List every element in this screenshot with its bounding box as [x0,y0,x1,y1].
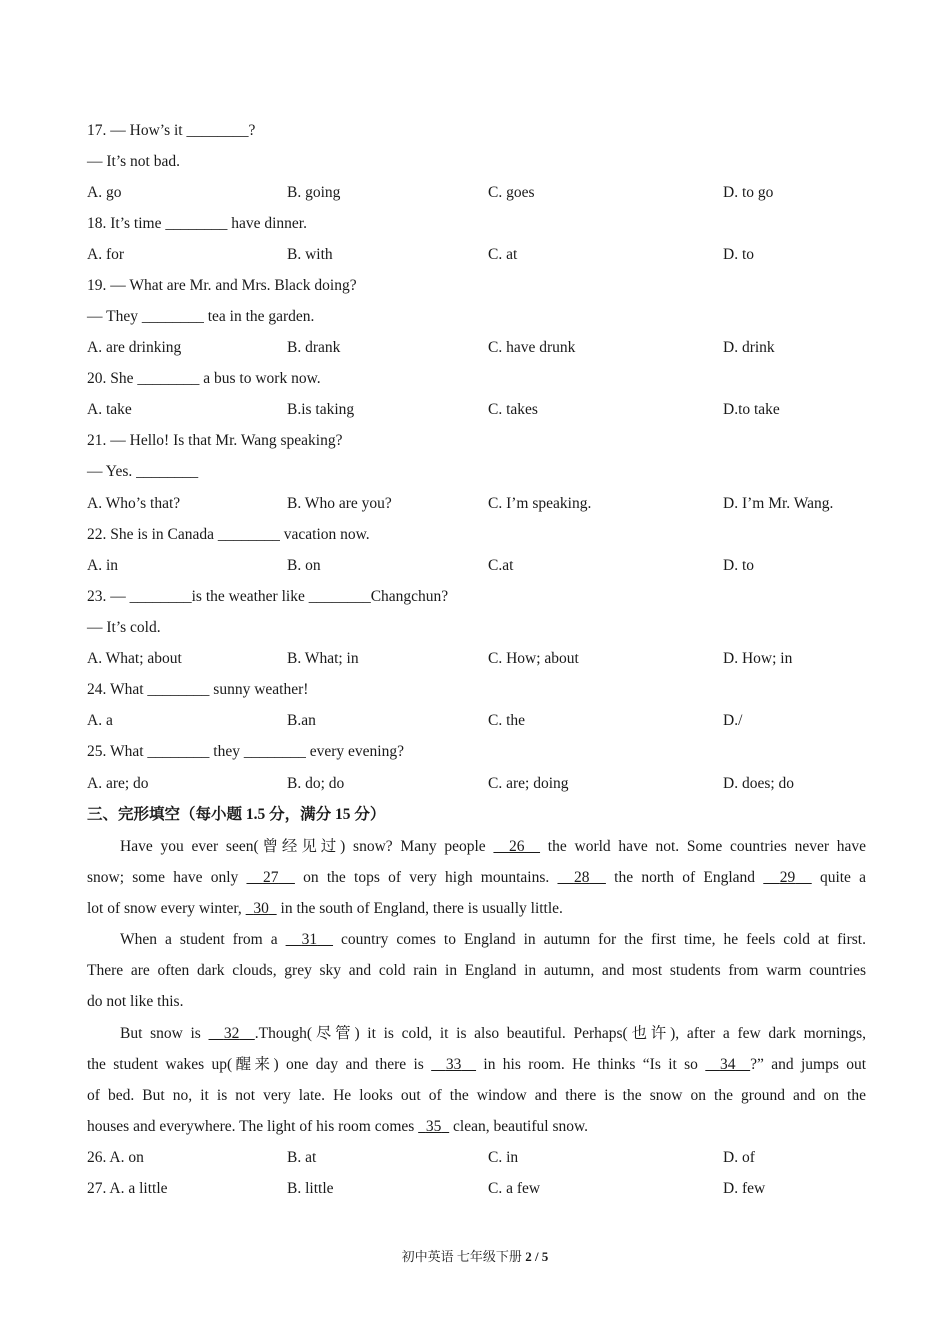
option-a: 26. A. on [87,1149,144,1166]
option-b: B. with [287,246,333,263]
option-c: C. takes [488,401,538,418]
option-c: C.at [488,557,514,574]
option-b: B. at [287,1149,317,1166]
option-b: B.is taking [287,401,355,418]
question-22-options [0,556,950,576]
option-d: D. to [723,246,754,263]
option-b: B. going [287,184,341,201]
option-a: A. a [87,712,113,729]
blank-31: 31 [301,931,318,948]
passage-paragraph-1: Have you ever seen(曾经见过) snow? Many people 26 the world have not. Some countries never have snow; some have only 27 on the tops of very high mountains. 28 the north of England 29 quite a lot of snow every winter, 30 in the south of England, there is usually little. [87,838,867,917]
question-23-reply: — It’s cold. [87,619,161,636]
option-d: D. to [723,557,754,574]
option-b: B. What; in [287,650,359,667]
option-c: C. have drunk [488,339,576,356]
footer-text: 初中英语 七年级下册 [401,1249,526,1264]
option-b: B. little [287,1180,334,1197]
blank-26: 26 [508,838,525,855]
question-21-stem: 21. — Hello! Is that Mr. Wang speaking? [87,432,343,449]
question-19-stem: 19. — What are Mr. and Mrs. Black doing? [87,277,357,294]
option-c: C. goes [488,184,535,201]
question-20-options [0,400,950,420]
question-25-stem: 25. What ________ they ________ every evening? [87,743,404,760]
option-a: A. for [87,246,125,263]
option-d: D. How; in [723,650,793,667]
option-c: C. a few [488,1180,541,1197]
option-d: D. to go [723,184,774,201]
option-b: B. Who are you? [287,495,392,512]
question-22-stem: 22. She is in Canada ________ vacation now. [87,526,370,543]
option-c: C. in [488,1149,519,1166]
option-a: A. in [87,557,118,574]
blank-32: 32 [223,1025,240,1042]
page-number: 2 / 5 [525,1249,549,1264]
option-c: C. I’m speaking. [488,495,592,512]
blank-30: 30 [253,900,269,917]
option-d: D. of [723,1149,755,1166]
option-a: A. Who’s that? [87,495,181,512]
option-a: A. take [87,401,132,418]
blank-29: 29 [779,869,796,886]
question-18-options [0,245,950,265]
blank-33: 33 [445,1056,462,1073]
option-a: A. are; do [87,775,149,792]
option-d: D. few [723,1180,766,1197]
option-a: A. What; about [87,650,182,667]
option-d: D. does; do [723,775,795,792]
option-b: B. on [287,557,321,574]
option-b: B.an [287,712,316,729]
option-a: 27. A. a little [87,1180,168,1197]
question-21-options [0,494,950,514]
option-b: B. do; do [287,775,345,792]
question-17-stem: 17. — How’s it ________? [87,122,256,139]
option-c: C. How; about [488,650,579,667]
option-d: D./ [723,712,743,729]
passage-paragraph-3: But snow is 32 .Though(尽管) it is cold, it is also beautiful. Perhaps(也许), after a few dark mornings, the student wakes up(醒来) one day and there is 33 in his room. He thinks “Is it so 34 ?” and jumps out of bed. But no, it is not very late. He looks out of the window and there is the snow on the ground and on the houses and everywhere. The light of his room comes 35 clean, beautiful snow. [87,1025,867,1135]
blank-34: 34 [719,1056,736,1073]
question-26-options [0,1148,950,1168]
question-23-options [0,649,950,669]
option-d: D.to take [723,401,780,418]
option-d: D. drink [723,339,775,356]
option-c: C. the [488,712,526,729]
option-c: C. are; doing [488,775,569,792]
question-24-options [0,711,950,731]
question-19-options [0,338,950,358]
question-24-stem: 24. What ________ sunny weather! [87,681,309,698]
blank-28: 28 [573,869,590,886]
option-c: C. at [488,246,518,263]
question-21-reply: — Yes. ________ [87,463,199,480]
blank-35: 35 [425,1118,442,1135]
blank-27: 27 [262,869,279,886]
option-d: D. I’m Mr. Wang. [723,495,834,512]
section-title: 三、完形填空（每小题 1.5 分，满分 15 分） [87,806,386,823]
option-b: B. drank [287,339,341,356]
question-17-reply: — It’s not bad. [87,153,180,170]
page-footer [0,1246,950,1265]
passage-paragraph-2: When a student from a 31 country comes to England in autumn for the first time, he feels cold at first. There are often dark clouds, grey sky and cold rain in England in autumn, and most students from warm countries do not like this. [87,931,866,1010]
question-18-stem: 18. It’s time ________ have dinner. [87,215,307,232]
question-27-options [0,1179,950,1199]
question-25-options [0,774,950,794]
option-a: A. are drinking [87,339,182,356]
option-a: A. go [87,184,122,201]
question-19-reply: — They ________ tea in the garden. [87,308,315,325]
question-17-options [0,183,950,203]
question-23-stem: 23. — ________is the weather like ________Changchun? [87,588,449,605]
question-20-stem: 20. She ________ a bus to work now. [87,370,321,387]
